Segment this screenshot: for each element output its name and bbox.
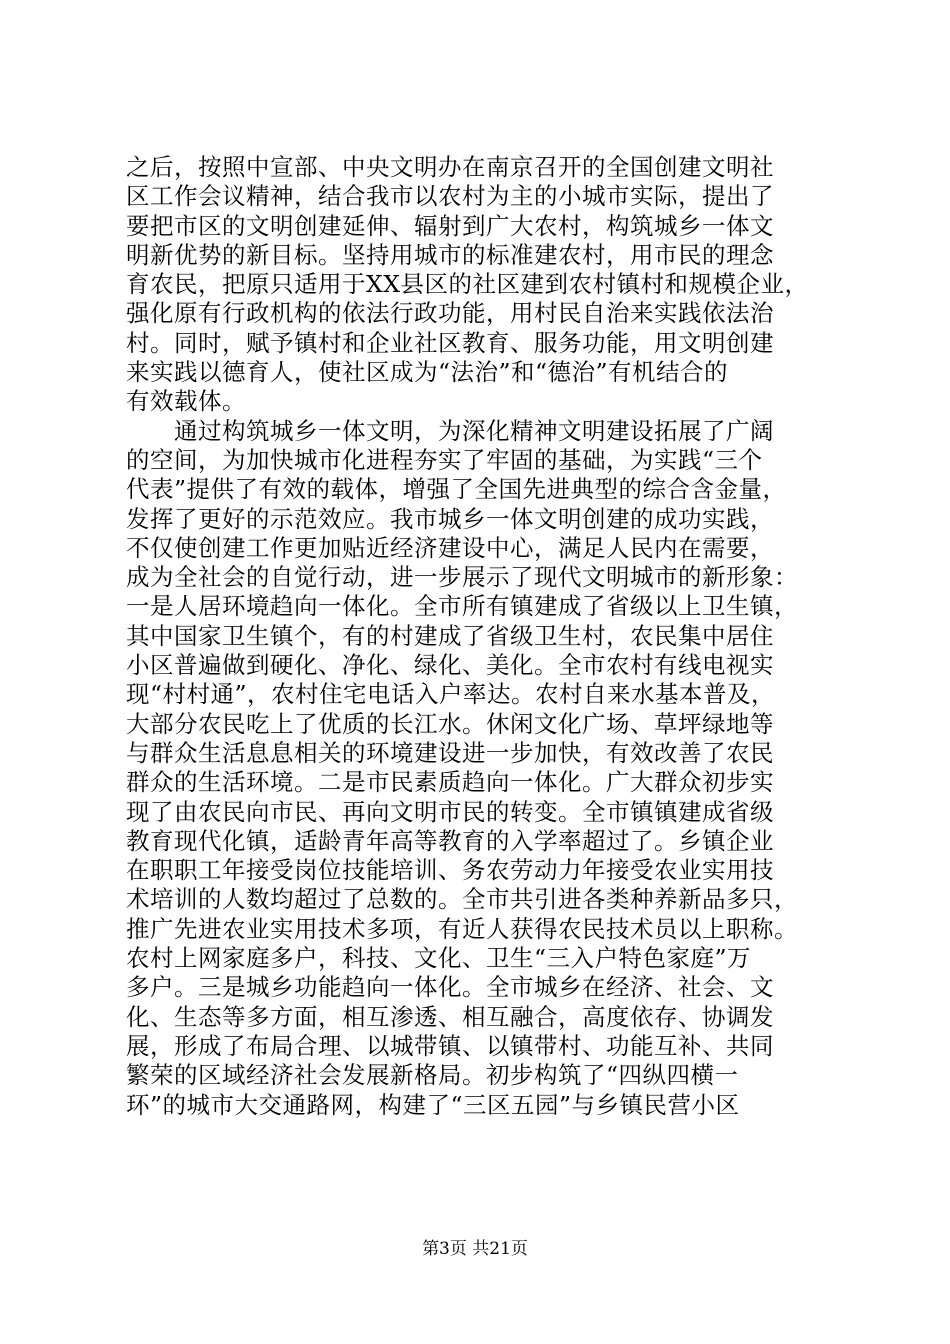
text-line: 村。同时，赋予镇村和企业社区教育、服务功能，用文明创建	[126, 328, 774, 357]
text-line: 农村上网家庭多户，科技、文化、卫生“三入户特色家庭”万	[126, 944, 752, 973]
text-line: 要把市区的文明创建延伸、辐射到广大农村，构筑城乡一体文	[126, 211, 774, 240]
text-line: 其中国家卫生镇个，有的村建成了省级卫生村，农民集中居住	[126, 621, 774, 650]
document-body	[126, 153, 838, 1120]
text-line: 多户。三是城乡功能趋向一体化。全市城乡在经济、社会、文	[126, 973, 774, 1002]
text-line: 小区普遍做到硬化、净化、绿化、美化。全市农村有线电视实	[126, 651, 774, 680]
text-line: 代表”提供了有效的载体，增强了全国先进典型的综合含金量，	[126, 475, 787, 504]
page-number-label: 第3页 共21页	[422, 1239, 528, 1259]
text-line: 群众的生活环境。二是市民素质趋向一体化。广大群众初步实	[126, 768, 774, 797]
text-line: 之后，按照中宣部、中央文明办在南京召开的全国创建文明社	[126, 153, 774, 181]
text-line: 一是人居环境趋向一体化。全市所有镇建成了省级以上卫生镇，	[126, 592, 798, 621]
text-line: 化、生态等多方面，相互渗透、相互融合，高度依存、协调发	[126, 1002, 774, 1031]
text-line: 明新优势的新目标。坚持用城市的标准建农村，用市民的理念	[126, 240, 774, 269]
text-line: 通过构筑城乡一体文明，为深化精神文明建设拓展了广阔	[126, 416, 774, 445]
text-line: 在职职工年接受岗位技能培训、务农劳动力年接受农业实用技	[126, 856, 774, 885]
page-footer	[0, 1238, 950, 1260]
text-line: 有效载体。	[126, 387, 246, 416]
text-line: 现“村村通”，农村住宅电话入户率达。农村自来水基本普及，	[126, 680, 776, 709]
text-line: 推广先进农业实用技术多项，有近人获得农民技术员以上职称。	[126, 914, 798, 943]
text-line: 现了由农民向市民、再向文明市民的转变。全市镇镇建成省级	[126, 797, 774, 826]
text-line: 发挥了更好的示范效应。我市城乡一体文明创建的成功实践，	[126, 504, 774, 533]
text-line: 区工作会议精神，结合我市以农村为主的小城市实际，提出了	[126, 182, 774, 211]
text-line: 教育现代化镇，适龄青年高等教育的入学率超过了。乡镇企业	[126, 826, 774, 855]
text-line: 术培训的人数均超过了总数的。全市共引进各类种养新品多只，	[126, 885, 798, 914]
text-line: 来实践以德育人，使社区成为“法治”和“德治”有机结合的	[126, 358, 729, 387]
text-line: 环”的城市大交通路网，构建了“三区五园”与乡镇民营小区	[126, 1090, 740, 1119]
text-line: 的空间，为加快城市化进程夯实了牢固的基础，为实践“三个	[126, 445, 763, 474]
text-line: 成为全社会的自觉行动，进一步展示了现代文明城市的新形象：	[126, 563, 798, 592]
text-line: 与群众生活息息相关的环境建设进一步加快，有效改善了农民	[126, 738, 774, 767]
text-line: 繁荣的区域经济社会发展新格局。初步构筑了“四纵四横一	[126, 1061, 739, 1090]
text-line: 育农民，把原只适用于XX县区的社区建到农村镇村和规模企业，	[126, 270, 809, 299]
text-line: 强化原有行政机构的依法行政功能，用村民自治来实践依法治	[126, 299, 774, 328]
text-line: 不仅使创建工作更加贴近经济建设中心，满足人民内在需要，	[126, 533, 774, 562]
text-line: 展，形成了布局合理、以城带镇、以镇带村、功能互补、共同	[126, 1031, 774, 1060]
text-line: 大部分农民吃上了优质的长江水。休闲文化广场、草坪绿地等	[126, 709, 774, 738]
